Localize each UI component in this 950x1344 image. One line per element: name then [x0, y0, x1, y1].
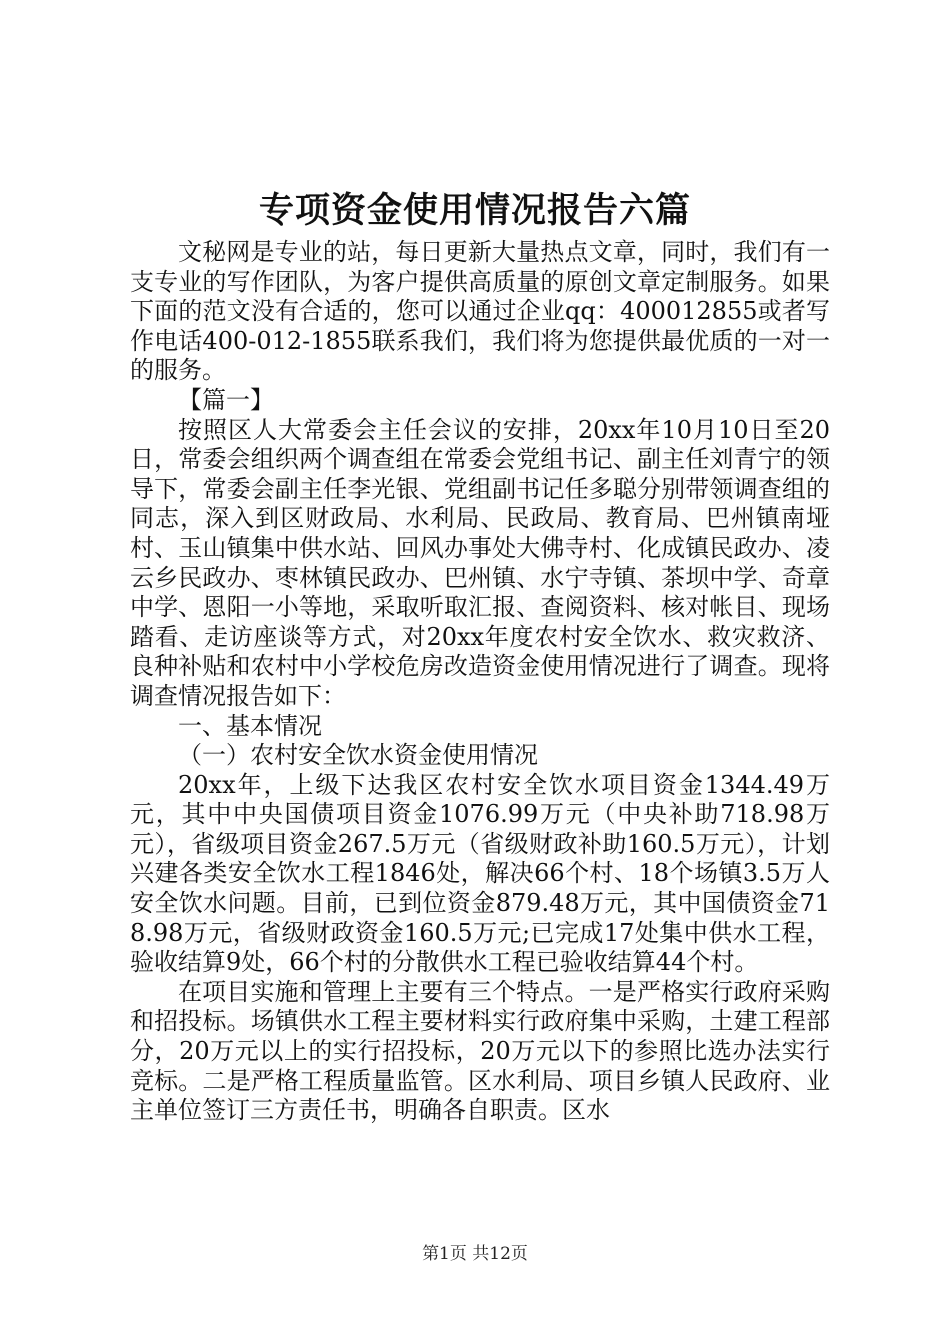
project-management-paragraph: 在项目实施和管理上主要有三个特点。一是严格实行政府采购和招投标。场镇供水工程主要材料实行政府集中采购，土建工程部分，20万元以上的实行招投标，20万元以下的参照比选办法实行竞标。二是严格工程质量监管。区水利局、项目乡镇人民政府、业主单位签订三方责任书，明确各自职责。区水 [130, 977, 830, 1125]
page-number-footer: 第1页 共12页 [422, 1244, 528, 1264]
drinking-water-funds-paragraph: 20xx年，上级下达我区农村安全饮水项目资金1344.49万元，其中中央国债项目资金1076.99万元（中央补助718.98万元），省级项目资金267.5万元（省级财政补助160.5万元），计划兴建各类安全饮水工程1846处，解决66个村、18个场镇3.5万人安全饮水问题。目前，已到位资金879.48万元，其中国债资金718.98万元，省级财政资金160.5万元;已完成17处集中供水工程，验收结算9处，66个村的分散供水工程已验收结算44个村。 [130, 770, 830, 977]
subheading-drinking-water-funds: （一）农村安全饮水资金使用情况 [178, 741, 538, 770]
intro-paragraph: 文秘网是专业的站，每日更新大量热点文章，同时，我们有一支专业的写作团队，为客户提供高质量的原创文章定制服务。如果下面的范文没有合适的，您可以通过企业qq：400012855或者写作电话400-012-1855联系我们，我们将为您提供最优质的一对一的服务。 [130, 238, 830, 385]
investigation-paragraph: 按照区人大常委会主任会议的安排，20xx年10月10日至20日，常委会组织两个调查组在常委会党组书记、副主任刘青宁的领导下，常委会副主任李光银、党组副书记任多聪分别带领调查组的同志，深入到区财政局、水利局、民政局、教育局、巴州镇南垭村、玉山镇集中供水站、回风办事处大佛寺村、化成镇民政办、凌云乡民政办、枣林镇民政办、巴州镇、水宁寺镇、茶坝中学、奇章中学、恩阳一小等地，采取听取汇报、查阅资料、核对帐目、现场踏看、走访座谈等方式，对20xx年度农村安全饮水、救灾救济、良种补贴和农村中小学校危房改造资金使用情况进行了调查。现将调查情况报告如下： [130, 415, 830, 710]
heading-basic-situation: 一、基本情况 [178, 711, 322, 740]
section-heading-part-one: 【篇一】 [178, 385, 274, 414]
document-body [130, 238, 830, 1126]
document-title: 专项资金使用情况报告六篇 [258, 190, 691, 231]
